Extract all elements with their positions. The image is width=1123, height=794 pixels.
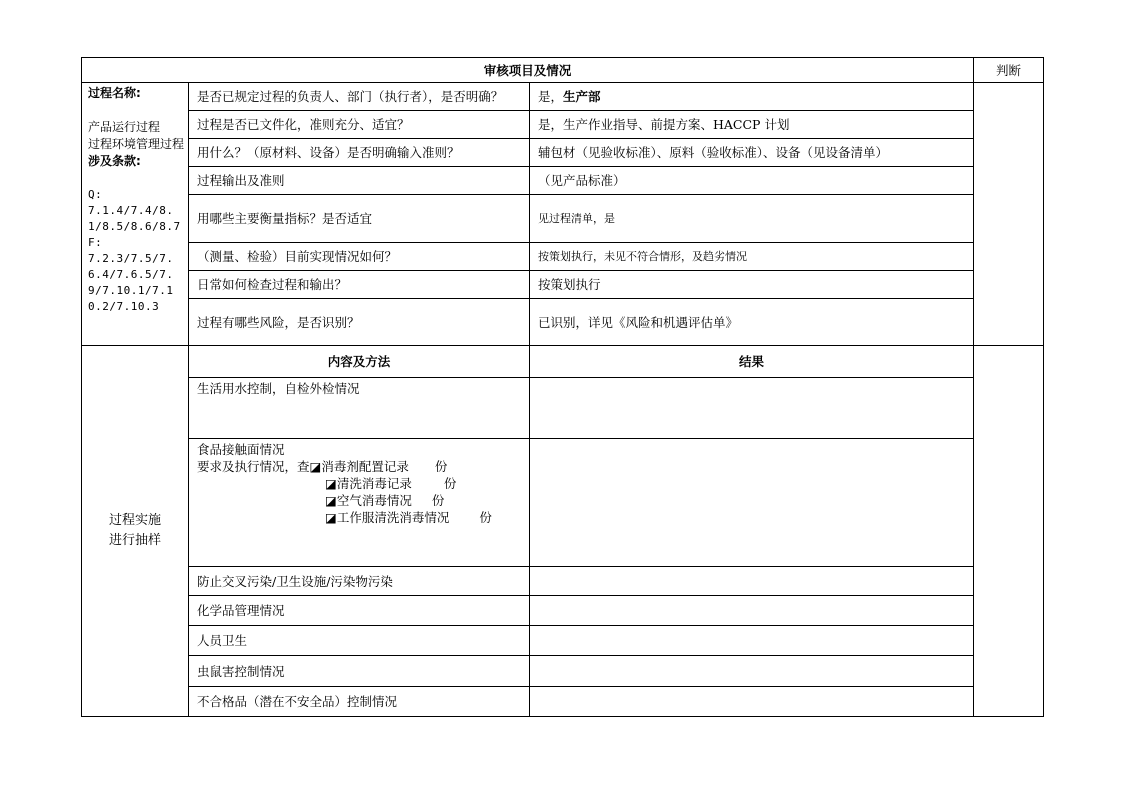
answer-cell: 见过程清单，是 [530, 195, 974, 243]
checkbox-icon[interactable] [310, 459, 322, 474]
sampling-label-line: 过程实施 [108, 513, 161, 528]
question-cell: （测量、检验）目前实现情况如何？ [189, 243, 530, 271]
clause-f-label: F: [88, 236, 103, 249]
sample-result[interactable] [530, 656, 974, 687]
question-cell: 用什么？（原材料、设备）是否明确输入准则？ [189, 139, 530, 167]
question-cell: 是否已规定过程的负责人、部门（执行者），是否明确？ [189, 83, 530, 111]
check-label: 工作服清洗消毒情况 [336, 510, 450, 525]
process-info-cell [82, 83, 189, 346]
answer-prefix: 是， [538, 89, 564, 104]
process-name-line: 产品运行过程 [88, 120, 161, 134]
header-title: 审核项目及情况 [82, 58, 974, 83]
sample-item: 防止交叉污染/卫生设施/污染物污染 [189, 567, 530, 596]
method-header: 内容及方法 [189, 346, 530, 378]
audit-table [81, 57, 1044, 717]
answer-cell: 辅包材（见验收标准）、原料（验收标准）、设备（见设备清单） [530, 139, 974, 167]
answer-cell: 是，生产作业指导、前提方案、HACCP 计划 [530, 111, 974, 139]
question-cell: 日常如何检查过程和输出？ [189, 271, 530, 299]
clause-q-label: Q: [88, 188, 103, 201]
question-cell: 过程有哪些风险，是否识别？ [189, 299, 530, 346]
check-line [197, 458, 521, 475]
check-unit: 份 [434, 459, 448, 474]
check-unit: 份 [431, 493, 445, 508]
sampling-label-line: 进行抽样 [108, 533, 161, 548]
sample-result[interactable] [530, 687, 974, 717]
check-label: 空气消毒情况 [336, 493, 412, 508]
judge-cell-sampling[interactable] [974, 346, 1044, 717]
sample-item: 虫鼠害控制情况 [189, 656, 530, 687]
answer-cell: 按策划执行，未见不符合情形，及趋劣情况 [530, 243, 974, 271]
answer-cell: 已识别，详见《风险和机遇评估单》 [530, 299, 974, 346]
sample-item-food-contact [189, 439, 530, 567]
sample-item: 不合格品（潜在不安全品）控制情况 [189, 687, 530, 717]
sampling-label-cell [82, 346, 189, 717]
check-line [197, 492, 521, 509]
checkbox-icon[interactable] [325, 493, 337, 508]
check-label: 清洗消毒记录 [336, 476, 412, 491]
answer-cell: （见产品标准） [530, 167, 974, 195]
header-judge: 判断 [974, 58, 1044, 83]
clause-q-values: 7.1.4/7.4/8.1/8.5/8.6/8.7 [88, 204, 181, 233]
food-contact-intro: 要求及执行情况，查 [197, 459, 310, 474]
judge-cell[interactable] [974, 83, 1044, 346]
process-name-line: 过程环境管理过程 [88, 137, 185, 151]
process-name-label: 过程名称: [88, 86, 141, 100]
checkbox-icon[interactable] [325, 476, 337, 491]
sample-result[interactable] [530, 378, 974, 439]
check-label: 消毒剂配置记录 [321, 459, 409, 474]
sample-result[interactable] [530, 626, 974, 656]
result-header: 结果 [530, 346, 974, 378]
check-unit: 份 [443, 476, 457, 491]
check-line [197, 509, 521, 526]
checkbox-icon[interactable] [325, 510, 337, 525]
clause-label: 涉及条款: [88, 154, 141, 168]
answer-cell [530, 83, 974, 111]
check-line [197, 475, 521, 492]
sample-item: 化学品管理情况 [189, 596, 530, 626]
food-contact-title: 食品接触面情况 [197, 442, 285, 457]
sample-item: 生活用水控制，自检外检情况 [189, 378, 530, 439]
check-unit: 份 [479, 510, 492, 525]
question-cell: 过程是否已文件化，准则充分、适宜？ [189, 111, 530, 139]
sample-result[interactable] [530, 567, 974, 596]
question-cell: 用哪些主要衡量指标？是否适宜 [189, 195, 530, 243]
answer-bold: 生产部 [563, 89, 601, 104]
sample-result[interactable] [530, 596, 974, 626]
sample-item: 人员卫生 [189, 626, 530, 656]
answer-cell: 按策划执行 [530, 271, 974, 299]
question-cell: 过程输出及准则 [189, 167, 530, 195]
sample-result[interactable] [530, 439, 974, 567]
clause-f-values: 7.2.3/7.5/7.6.4/7.6.5/7.9/7.10.1/7.10.2/7.10.3 [88, 252, 174, 313]
